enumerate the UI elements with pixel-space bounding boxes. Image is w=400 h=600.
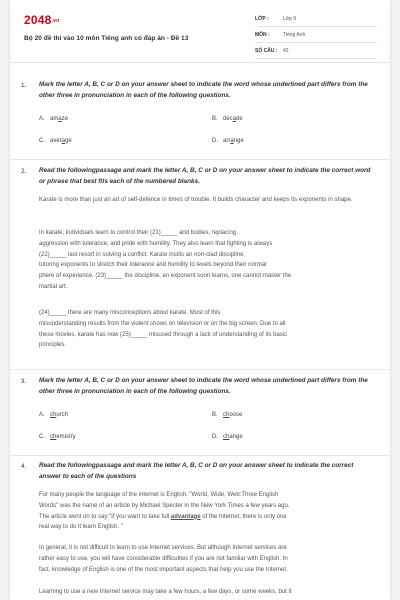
question-number: 2. <box>21 168 27 175</box>
question-number: 3. <box>21 378 27 385</box>
option-c[interactable]: C. chemistry <box>39 434 76 440</box>
meta-row-subject <box>255 27 377 43</box>
meta-key: LỚP : <box>255 15 269 22</box>
meta-key: MÔN : <box>255 31 270 38</box>
passage-paragraph: (24)_____ there are many misconceptions about karate. Most of this misunderstanding results from the violent shows on television or on the big screen. Due to all these movies, karate has now (25)_____ misused through a lack of understanding of its basic principles. <box>39 310 288 349</box>
question-prompt: Mark the letter A, B, C or D on your answer sheet to indicate the word whose underlined part differs from the other three in pronunciation in each of the following questions. <box>39 81 368 99</box>
question-divider <box>10 455 390 456</box>
option-d[interactable]: D. arrange <box>212 138 244 144</box>
question-number: 1. <box>21 82 27 89</box>
exam-title: Bộ 20 đề thi vào 10 môn Tiếng anh có đáp án - Đề 13 <box>24 35 189 42</box>
option-a[interactable]: A. church <box>39 412 69 418</box>
question-prompt: Mark the letter A, B, C or D on your answer sheet to indicate the word whose underlined part differs from the other three in pronunciation in each of the following questions. <box>39 377 368 395</box>
option-d[interactable]: D. change <box>212 434 243 440</box>
question-divider <box>10 369 390 370</box>
meta-value: Tiếng Anh <box>283 31 306 38</box>
meta-row-count <box>255 43 377 59</box>
site-logo[interactable]: 2048.vn <box>24 13 60 27</box>
passage-paragraph: Karate is more than just an art of self-defence in times of trouble. It builds character and keeps its exponents in shape. <box>39 197 353 203</box>
question-prompt: Read the followingpassage and mark the letter A, B, C or D on your answer sheet to indicate the correct word or phrase that best fits each of the numbered blanks. <box>39 167 371 185</box>
passage-paragraph: In karate, individuals learn to control their (21)_____ and bodies, replacing aggression with tolerance, and pride with humility. They also learn that fighting is always (22)_____ last resort in solving a conflict. Karate instils an iron-clad discipline, tutoring exponents to stretch their tolerance and humility to levels beyond their normal phere of experience. (23)_____ the discipline, an exponent soon learns, one cannot master the martial art. <box>39 230 292 290</box>
passage-paragraph: For many people the language of the internet is English. "World, Wide, Web:Three English Words" was the name of an article by Michael Specter in the New York Times a few years ago. The article went on to say:"If you want to take full advantage of the Internet, there is only one real way to do it:learn English. " <box>39 492 290 531</box>
option-c[interactable]: C. average <box>39 138 72 144</box>
meta-value: 42 <box>283 47 289 54</box>
question-divider <box>10 159 390 160</box>
question-number: 4. <box>21 463 27 470</box>
meta-row-class <box>255 11 377 27</box>
document-page <box>10 0 390 600</box>
exam-meta <box>255 11 377 59</box>
option-a[interactable]: A. amaze <box>39 116 69 122</box>
question-prompt: Read the followingpassage and mark the letter A, B, C or D on your answer sheet to indicate the correct answer to each of the questions <box>39 462 354 480</box>
bold-underlined-word: advantage <box>170 513 201 520</box>
meta-key: SỐ CÂU : <box>255 47 278 54</box>
option-b[interactable]: B. choose <box>212 412 243 418</box>
passage-paragraph: In general, it is not difficult to learn to use Internet services. But although Internet services are rather easy to use, you will have considerable difficulties if you are not familiar with English. In fact, knowledge of English is one of the most important aspects that help you use the Internet. <box>39 545 288 573</box>
header-divider <box>10 62 390 63</box>
meta-value: Lớp 9 <box>283 15 297 22</box>
option-b[interactable]: B. decade <box>212 116 243 122</box>
passage-paragraph: Learning to use a new Internet service may take a few hours, a few days, or some weeks, but it <box>39 589 292 595</box>
document-header <box>10 0 390 62</box>
